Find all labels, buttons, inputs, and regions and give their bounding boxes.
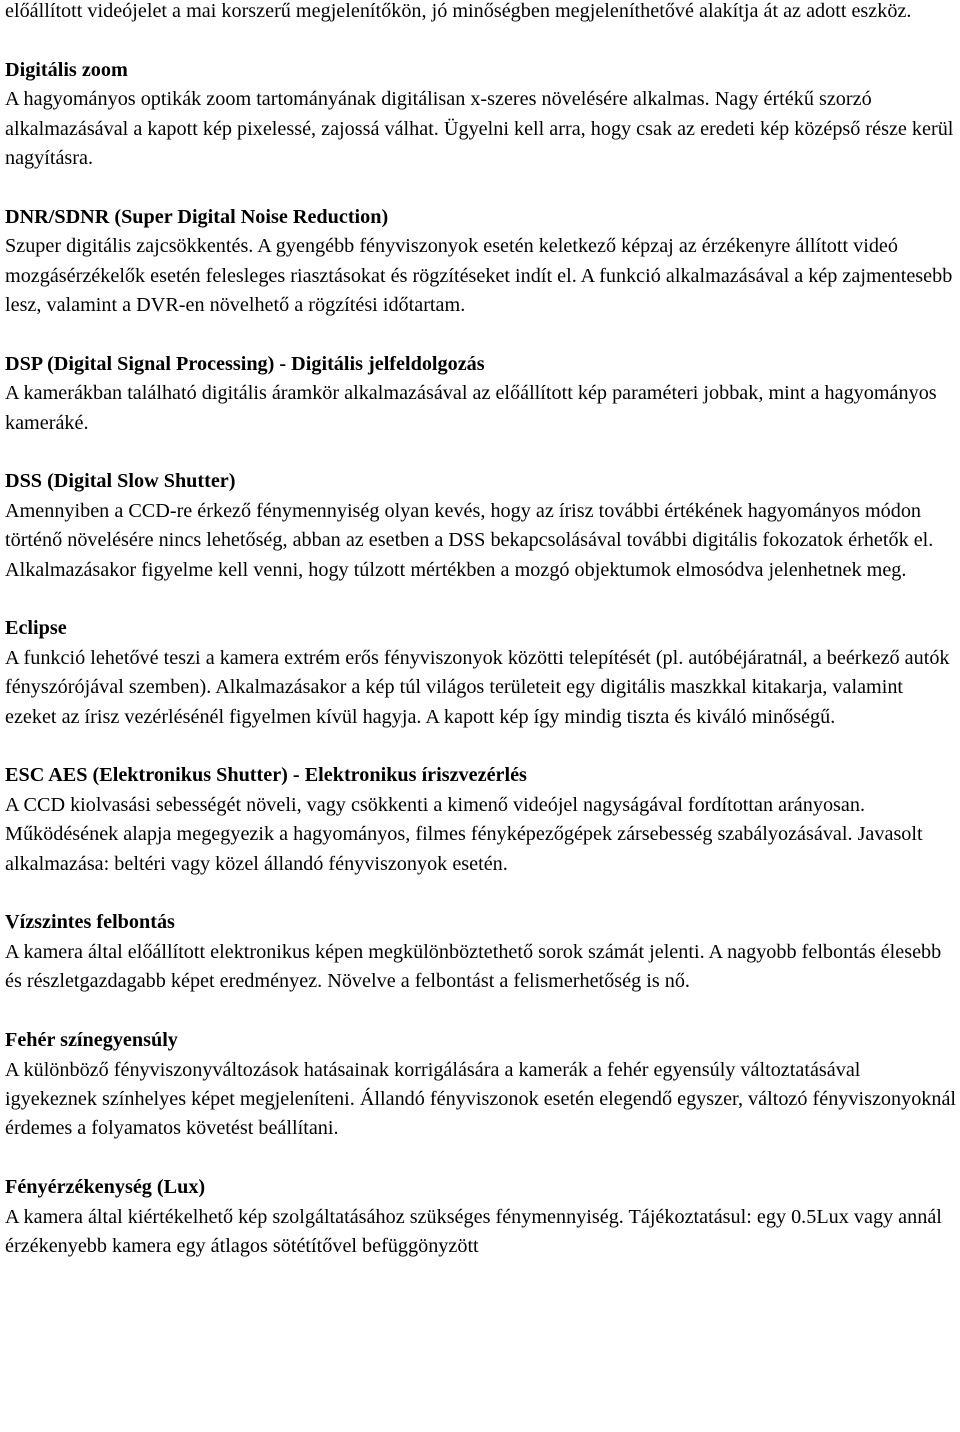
section-title: DNR/SDNR (Super Digital Noise Reduction) [5,205,389,228]
section-dnr-sdnr [5,203,957,321]
section-body: A kamerákban található digitális áramkör alkalmazásával az előállított kép paraméteri jobbak, mint a hagyományos kameráké. [5,382,937,434]
section-body: A hagyományos optikák zoom tartományának digitálisan x-szeres növelésére alkalmas. Nagy értékű szorzó alkalmazásával a kapott kép pixelessé, zajossá válhat. Ügyelni kell arra, hogy csak az eredeti kép középső része kerül nagyításra. [5,88,954,170]
section-title: DSS (Digital Slow Shutter) [5,470,236,493]
section-dsp [5,350,957,438]
section-dss [5,467,957,585]
section-horizontal-resolution [5,908,957,996]
section-body: A különböző fényviszonyváltozások hatásainak korrigálására a kamerák a fehér egyensúly változtatásával igyekeznek színhelyes képet megjeleníteni. Állandó fényviszonok esetén elegendő egyszer, változó fényviszonyoknál érdemes a folyamatos követést beállítani. [5,1058,957,1140]
section-title: Fényérzékenység (Lux) [5,1176,206,1199]
section-body: A kamera által kiértékelhető kép szolgáltatásához szükséges fénymennyiség. Tájékoztatásul: egy 0.5Lux vagy annál érzékenyebb kamera egy átlagos sötétítővel befüggönyzött [5,1205,942,1257]
section-title: Eclipse [5,617,67,640]
section-eclipse [5,614,957,732]
section-digital-zoom [5,56,957,174]
document-page [5,0,957,1261]
section-body: Amennyiben a CCD-re érkező fénymennyiség olyan kevés, hogy az írisz további értékének hagyományos módon történő növelésére nincs lehetőség, abban az esetben a DSS bekapcsolásával további digitális fokozatok érhetők el. Alkalmazásakor figyelme kell venni, hogy túlzott mértékben a mozgó objektumok elmosódva jelenhetnek meg. [5,499,934,581]
section-title: Vízszintes felbontás [5,911,175,934]
section-body: A CCD kiolvasási sebességét növeli, vagy csökkenti a kimenő videójel nagyságával fordítottan arányosan. Működésének alapja megegyezik a hagyományos, filmes fényképezőgépek zársebesség szabályozásával. Javasolt alkalmazása: beltéri vagy közel állandó fényviszonyok esetén. [5,793,923,875]
section-body: A funkció lehetővé teszi a kamera extrém erős fényviszonyok közötti telepítését (pl. autóbéjáratnál, a beérkező autók fényszórójával szemben). Alkalmazásakor a kép túl világos területeit egy digitális maszkkal kitakarja, valamint ezeket az írisz vezérlésénél figyelmen kívül hagyja. A kapott kép így mindig tiszta és kiváló minőségű. [5,646,950,728]
section-body: A kamera által előállított elektronikus képen megkülönböztethető sorok számát jelenti. A nagyobb felbontás élesebb és részletgazdagabb képet eredményez. Növelve a felbontást a felismerhetőség is nő. [5,940,942,993]
section-white-balance [5,1026,957,1144]
section-body: Szuper digitális zajcsökkentés. A gyengébb fényviszonyok esetén keletkező képzaj az érzékenyre állított videó mozgásérzékelők esetén felesleges riasztásokat és rögzítéseket indít el. A funkció alkalmazásával a kép zajmentesebb lesz, valamint a DVR-en növelhető a rögzítési időtartam. [5,235,953,317]
section-title: ESC AES (Elektronikus Shutter) - Elektronikus íriszvezérlés [5,764,527,787]
section-title: DSP (Digital Signal Processing) - Digitális jelfeldolgozás [5,352,485,375]
section-esc-aes [5,761,957,879]
section-title: Digitális zoom [5,58,128,81]
section-light-sensitivity [5,1173,957,1261]
intro-paragraph: előállított videójelet a mai korszerű megjelenítőkön, jó minőségben megjeleníthetővé alakítja át az adott eszköz. [5,0,912,22]
section-title: Fehér színegyensúly [5,1029,178,1052]
